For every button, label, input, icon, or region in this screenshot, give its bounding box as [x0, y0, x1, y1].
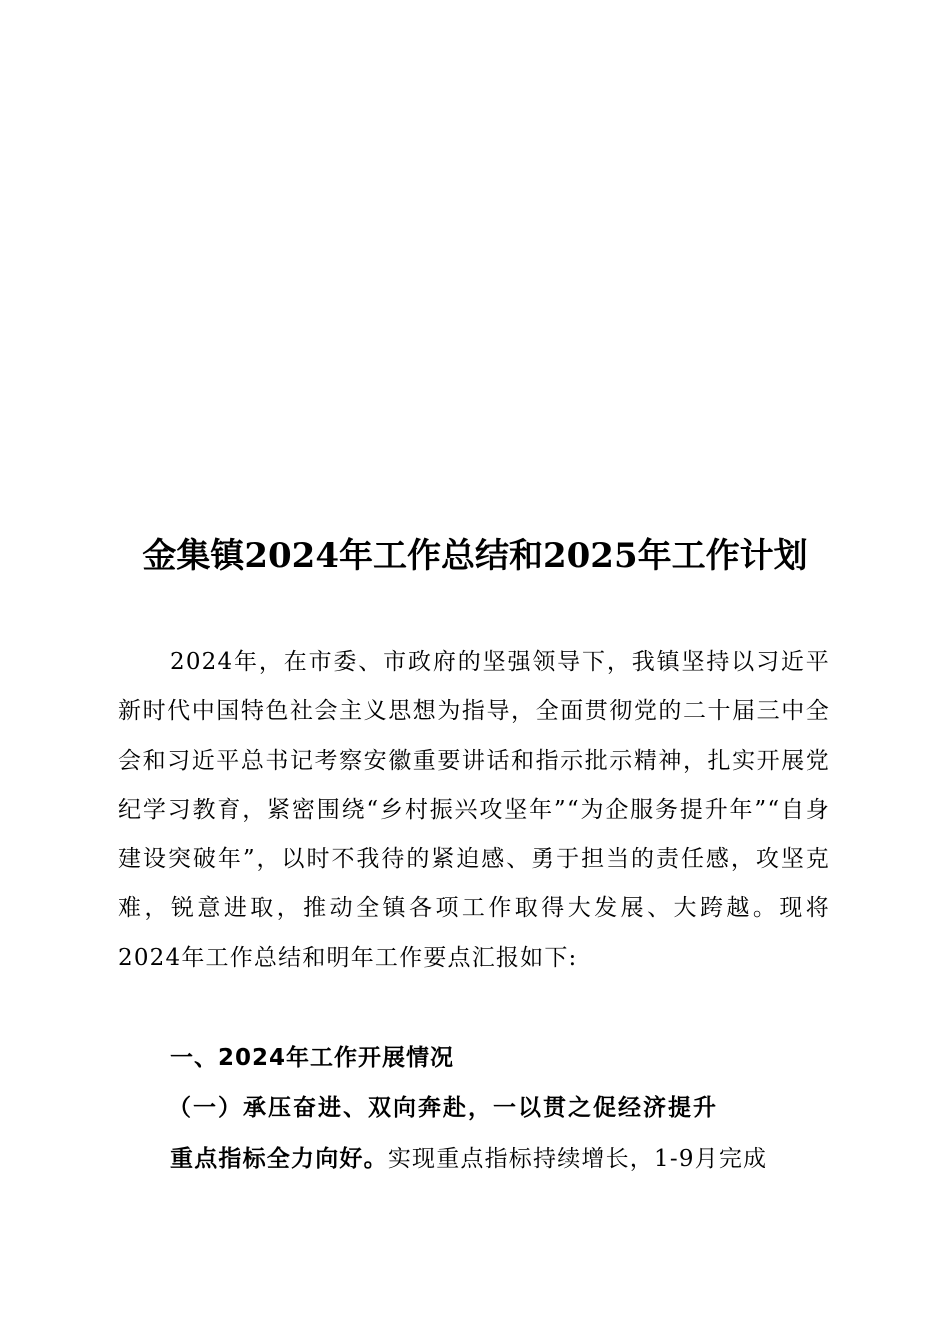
paragraph-text: 实现重点指标持续增长，1-9月完成: [387, 1146, 768, 1172]
subsection-heading: （一）承压奋进、双向奔赴，一以贯之促经济提升: [168, 1094, 718, 1121]
section-heading: 一、2024年工作开展情况: [170, 1045, 455, 1071]
intro-paragraph: 2024年，在市委、市政府的坚强领导下，我镇坚持以习近平新时代中国特色社会主义思想为指导，全面贯彻党的二十届三中全会和习近平总书记考察安徽重要讲话和指示批示精神，扎实开展党纪学习教育，紧密围绕“乡村振兴攻坚年”“为企服务提升年”“自身建设突破年”，以时不我待的紧迫感、勇于担当的责任感，攻坚克难，锐意进取，推动全镇各项工作取得大发展、大跨越。现将2024年工作总结和明年工作要点汇报如下:: [118, 649, 830, 971]
subsection-paragraph: [170, 1134, 850, 1184]
document-title: 金集镇2024年工作总结和2025年工作计划: [142, 536, 808, 576]
paragraph-lead: 重点指标全力向好。: [170, 1145, 388, 1172]
